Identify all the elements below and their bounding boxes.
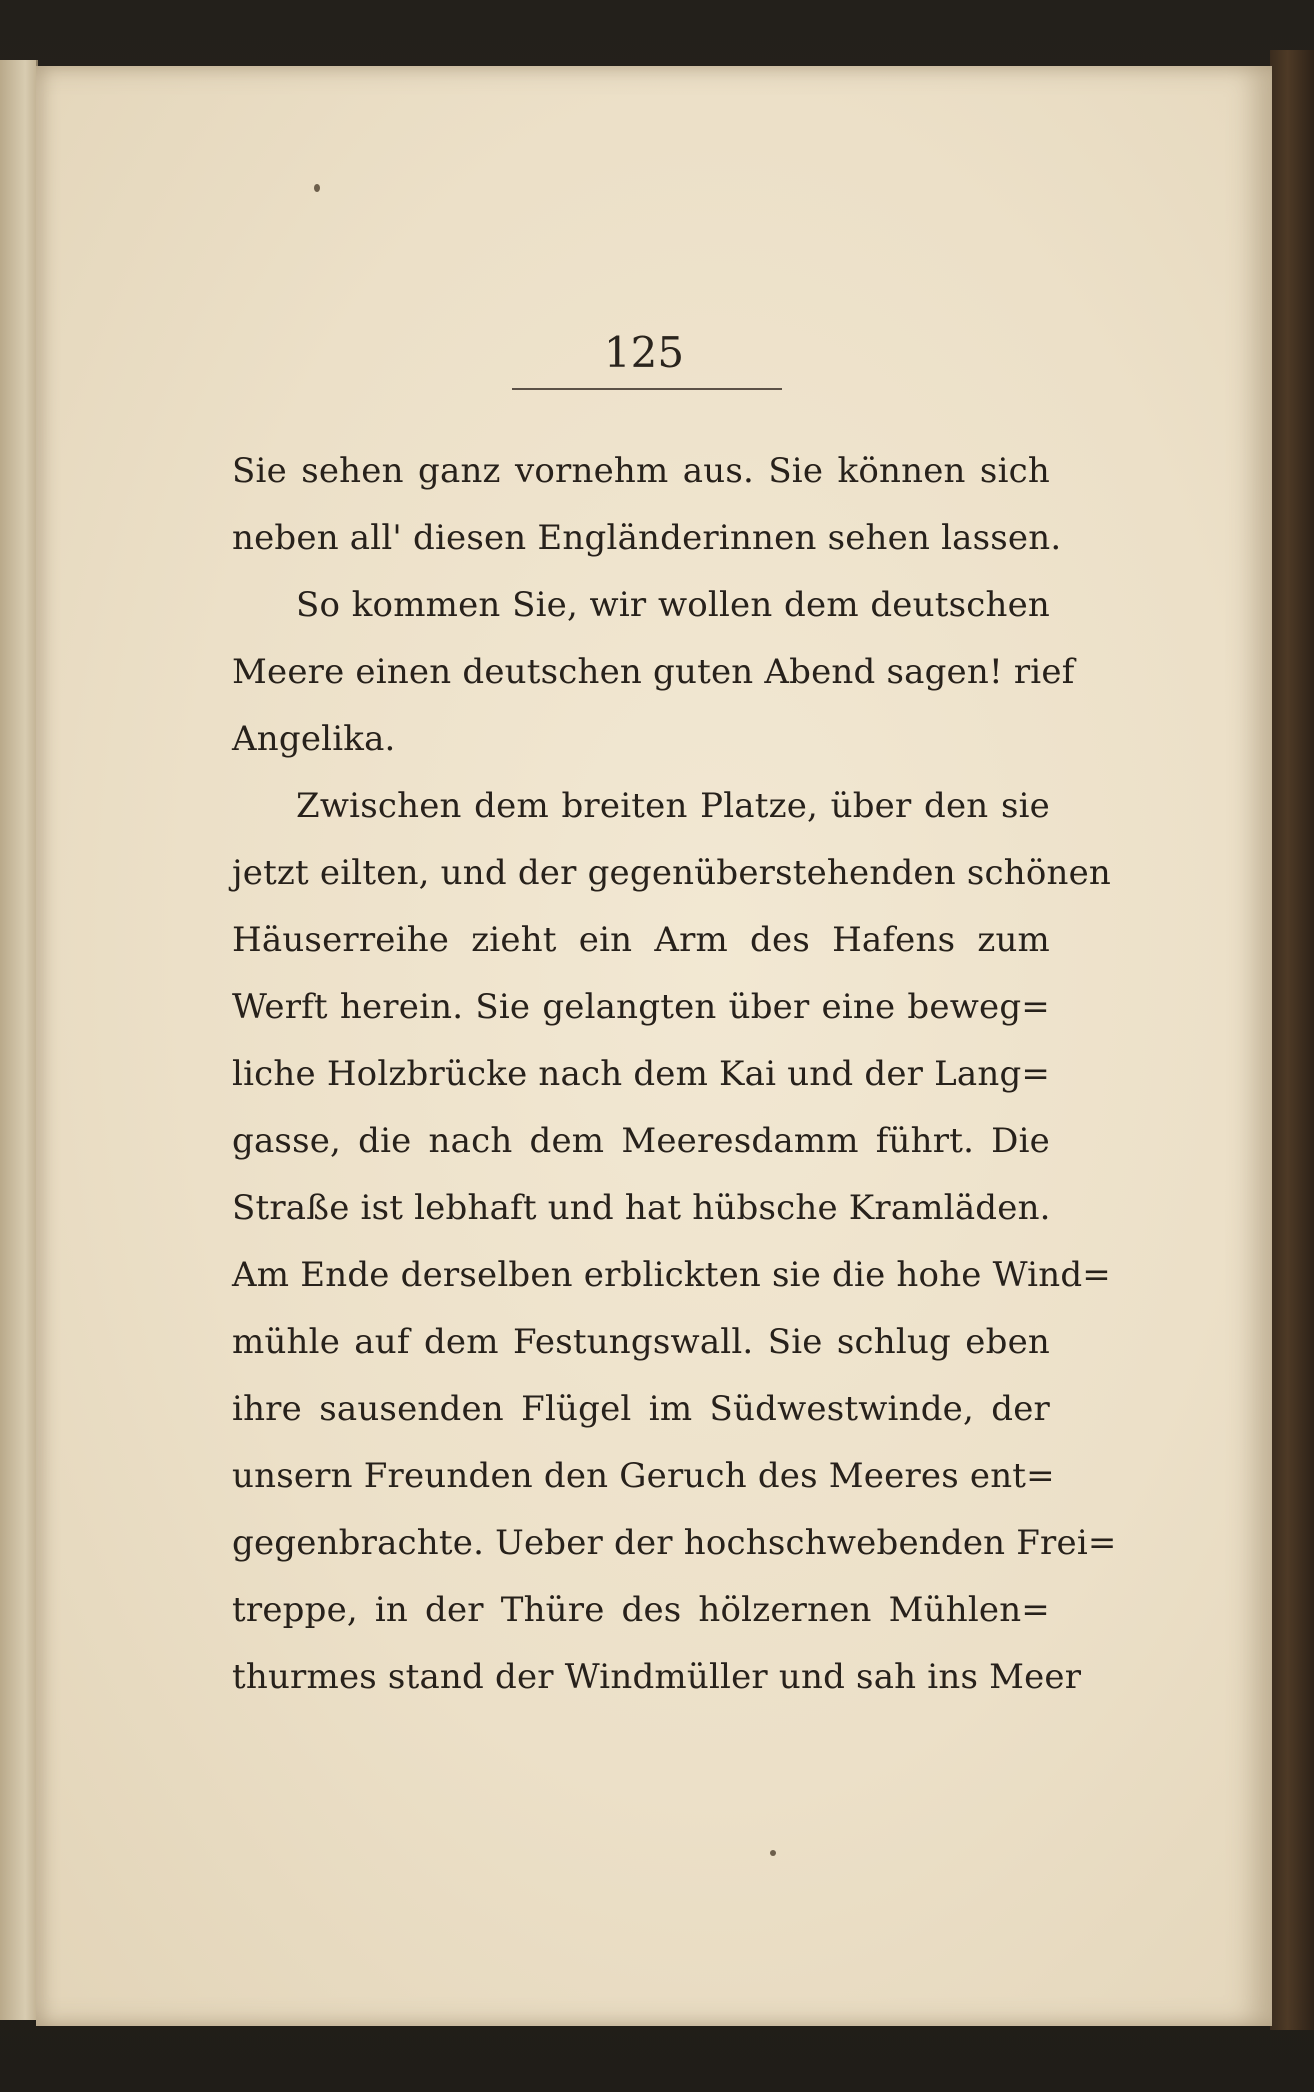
text-line: Sie sehen ganz vornehm aus. Sie können sich bbox=[232, 451, 1050, 491]
text-line: gegenbrachte. Ueber der hochschwebenden Frei= bbox=[232, 1523, 1117, 1563]
text-line: Am Ende derselben erblickten sie die hohe Wind= bbox=[232, 1255, 1111, 1295]
text-line: Straße ist lebhaft und hat hübsche Kramläden. bbox=[232, 1188, 1051, 1228]
text-line: Werft herein. Sie gelangten über eine beweg= bbox=[232, 987, 1050, 1027]
header-rule bbox=[512, 388, 782, 390]
book-page bbox=[36, 66, 1272, 2026]
text-line: liche Holzbrücke nach dem Kai und der Lang= bbox=[232, 1054, 1051, 1094]
text-line: Zwischen dem breiten Platze, über den sie bbox=[296, 786, 1050, 826]
text-line: neben all' diesen Engländerinnen sehen lassen. bbox=[232, 518, 1062, 558]
paper-speck bbox=[770, 1850, 776, 1856]
text-line: unsern Freunden den Geruch des Meeres ent= bbox=[232, 1456, 1055, 1496]
text-line: ihre sausenden Flügel im Südwestwinde, der bbox=[232, 1389, 1050, 1429]
previous-page-edge bbox=[0, 60, 38, 2020]
text-line: gasse, die nach dem Meeresdamm führt. Die bbox=[232, 1121, 1050, 1161]
text-line: mühle auf dem Festungswall. Sie schlug eben bbox=[232, 1322, 1050, 1362]
text-line: thurmes stand der Windmüller und sah ins Meer bbox=[232, 1657, 1082, 1697]
paper-speck bbox=[314, 184, 320, 192]
book-binding bbox=[1270, 50, 1314, 2030]
text-line: Meere einen deutschen guten Abend sagen! rief bbox=[232, 652, 1075, 692]
text-line: Häuserreihe zieht ein Arm des Hafens zum bbox=[232, 920, 1050, 960]
page-number: 125 bbox=[603, 328, 685, 377]
text-line: So kommen Sie, wir wollen dem deutschen bbox=[296, 585, 1050, 625]
text-line: Angelika. bbox=[232, 719, 396, 759]
text-line: treppe, in der Thüre des hölzernen Mühlen= bbox=[232, 1590, 1050, 1630]
body-text bbox=[232, 438, 1117, 1711]
text-line: jetzt eilten, und der gegenüberstehenden schönen bbox=[232, 853, 1112, 893]
